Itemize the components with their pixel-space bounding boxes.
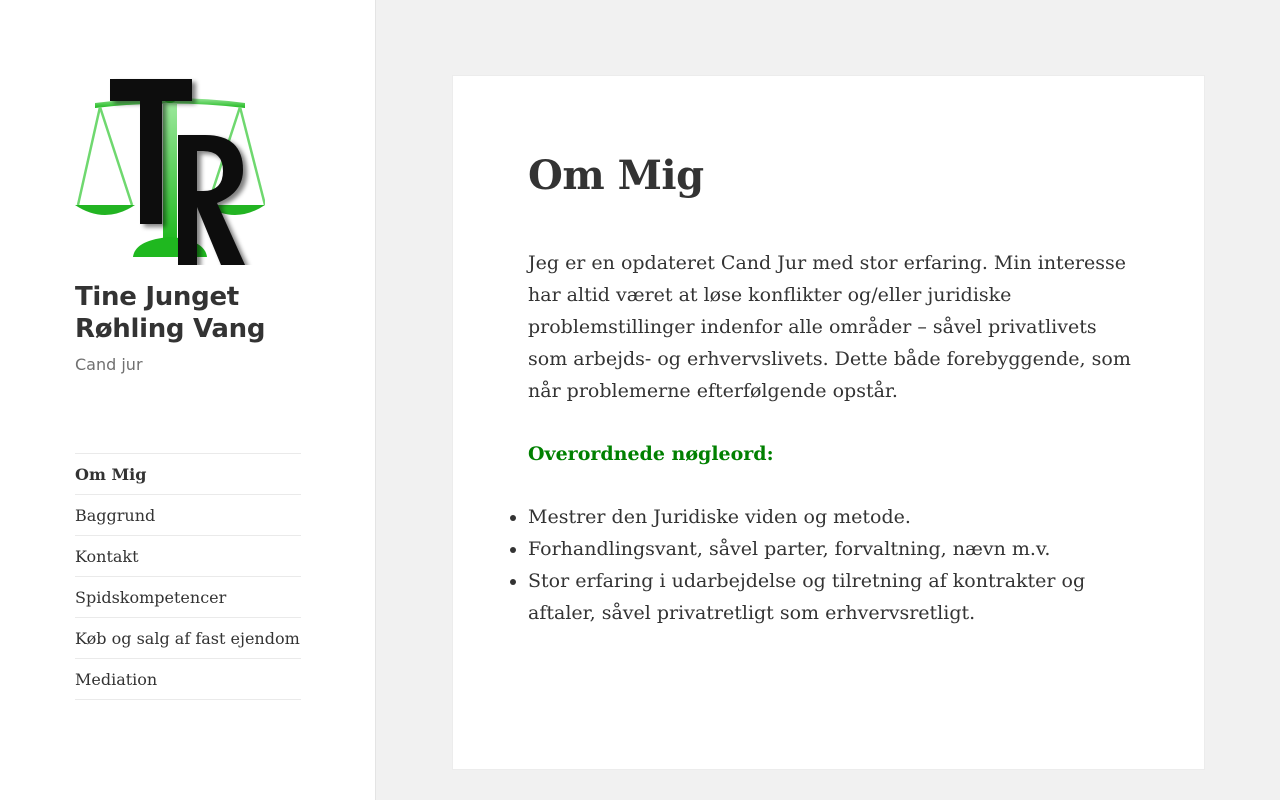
nav-link-spidskompetencer[interactable]: Spidskompetencer — [75, 587, 227, 607]
page-title: Om Mig — [528, 152, 704, 199]
list-item: • Stor erfaring i udarbejdelse og tilretning af kontrakter og aftaler, såvel privatretligt som erhvervsretligt. — [528, 565, 1138, 629]
list-item: • Forhandlingsvant, såvel parter, forvaltning, nævn m.v. — [528, 533, 1138, 565]
sidebar — [0, 0, 376, 800]
keywords-list — [528, 501, 1138, 629]
list-item: • Mestrer den Juridiske viden og metode. — [528, 501, 1138, 533]
site-tagline: Cand jur — [75, 355, 143, 374]
nav-item-baggrund — [75, 495, 301, 536]
nav-link-baggrund[interactable]: Baggrund — [75, 505, 156, 525]
nav-link-koeb-og-salg[interactable]: Køb og salg af fast ejendom — [75, 628, 300, 648]
content-card — [452, 75, 1205, 770]
site-logo[interactable] — [75, 75, 265, 265]
nav-item-kontakt — [75, 536, 301, 577]
intro-paragraph: Jeg er en opdateret Cand Jur med stor erfaring. Min interesse har altid været at løse konflikter og/eller juridiske problemstillinger indenfor alle områder – såvel privatlivets som arbejds- og erhvervslivets. Dette både forebyggende, som når problemerne efterfølgende opstår. — [528, 252, 1131, 402]
main-navigation — [75, 453, 301, 700]
nav-item-koeb-og-salg — [75, 618, 301, 659]
nav-link-kontakt[interactable]: Kontakt — [75, 546, 139, 566]
keywords-heading: Overordnede nøgleord: — [528, 443, 774, 465]
nav-item-spidskompetencer — [75, 577, 301, 618]
nav-item-mediation — [75, 659, 301, 700]
nav-link-om-mig[interactable]: Om Mig — [75, 464, 147, 484]
nav-link-mediation[interactable]: Mediation — [75, 669, 158, 689]
entry-content — [528, 247, 1138, 629]
site-title[interactable]: Tine Junget Røhling Vang — [75, 282, 266, 344]
nav-item-om-mig — [75, 454, 301, 495]
scales-of-justice-tr-logo-icon — [75, 75, 265, 265]
